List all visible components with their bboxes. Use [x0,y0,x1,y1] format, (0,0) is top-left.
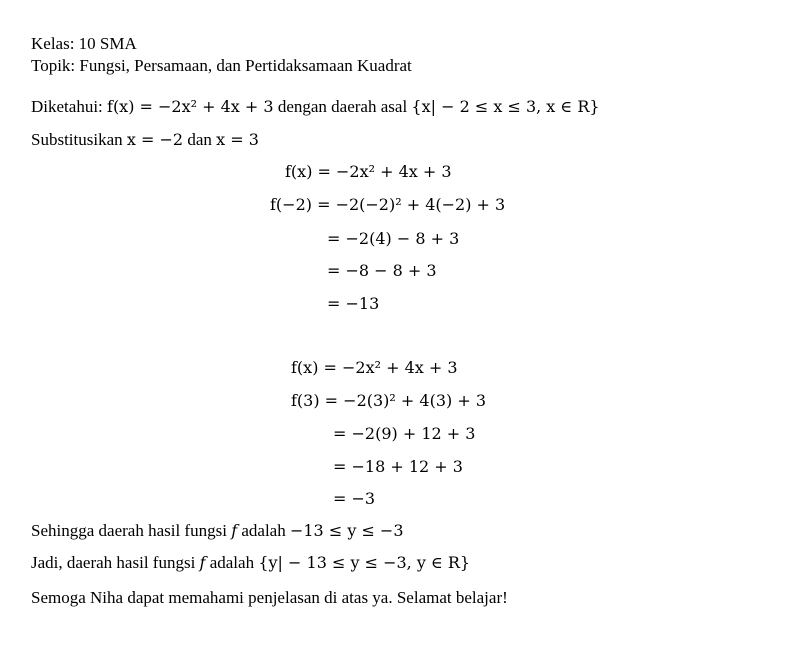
topik-label: Topik: Fungsi, Persamaan, dan Pertidaksamaan Kuadrat [31,56,412,75]
work2-line5: = −3 [333,489,376,508]
substitusi-text: Substitusikan [31,130,127,149]
diketahui-domain: {x| − 2 ≤ x ≤ 3, x ∈ R} [411,97,600,116]
sehingga-text: Sehingga daerah hasil fungsi [31,521,232,540]
jadi-f: f [199,553,206,572]
jadi-mid: adalah [205,553,259,572]
work2-line4: = −18 + 12 + 3 [333,457,463,476]
jadi-range: {y| − 13 ≤ y ≤ −3, y ∈ R} [258,553,471,572]
jadi-text: Jadi, daerah hasil fungsi [31,553,200,572]
work1-line3: = −2(4) − 8 + 3 [327,229,460,248]
substitusi-dan: dan [183,130,217,149]
diketahui-line [31,97,600,117]
diketahui-label: Diketahui: [31,97,108,116]
closing-text: Semoga Niha dapat memahami penjelasan di atas ya. Selamat belajar! [31,588,508,607]
work1-line1: f(x) = −2x² + 4x + 3 [285,162,452,181]
work1-line5: = −13 [327,294,380,313]
substitusi-x2: x = 3 [216,130,259,149]
work2-line3: = −2(9) + 12 + 3 [333,424,476,443]
kelas-label: Kelas: 10 SMA [31,34,137,53]
sehingga-range: −13 ≤ y ≤ −3 [289,521,404,540]
substitusi-x1: x = −2 [126,130,184,149]
sehingga-f: f [231,521,238,540]
work2-line1: f(x) = −2x² + 4x + 3 [291,358,458,377]
sehingga-mid: adalah [237,521,290,540]
work2-line2: f(3) = −2(3)² + 4(3) + 3 [291,391,487,410]
work1-line4: = −8 − 8 + 3 [327,261,437,280]
sehingga-line [31,521,404,541]
jadi-line [31,553,470,573]
work1-line2: f(−2) = −2(−2)² + 4(−2) + 3 [270,195,506,214]
diketahui-mid-text: dengan daerah asal [273,97,412,116]
substitusi-line [31,130,259,150]
diketahui-function: f(x) = −2x² + 4x + 3 [107,97,274,116]
